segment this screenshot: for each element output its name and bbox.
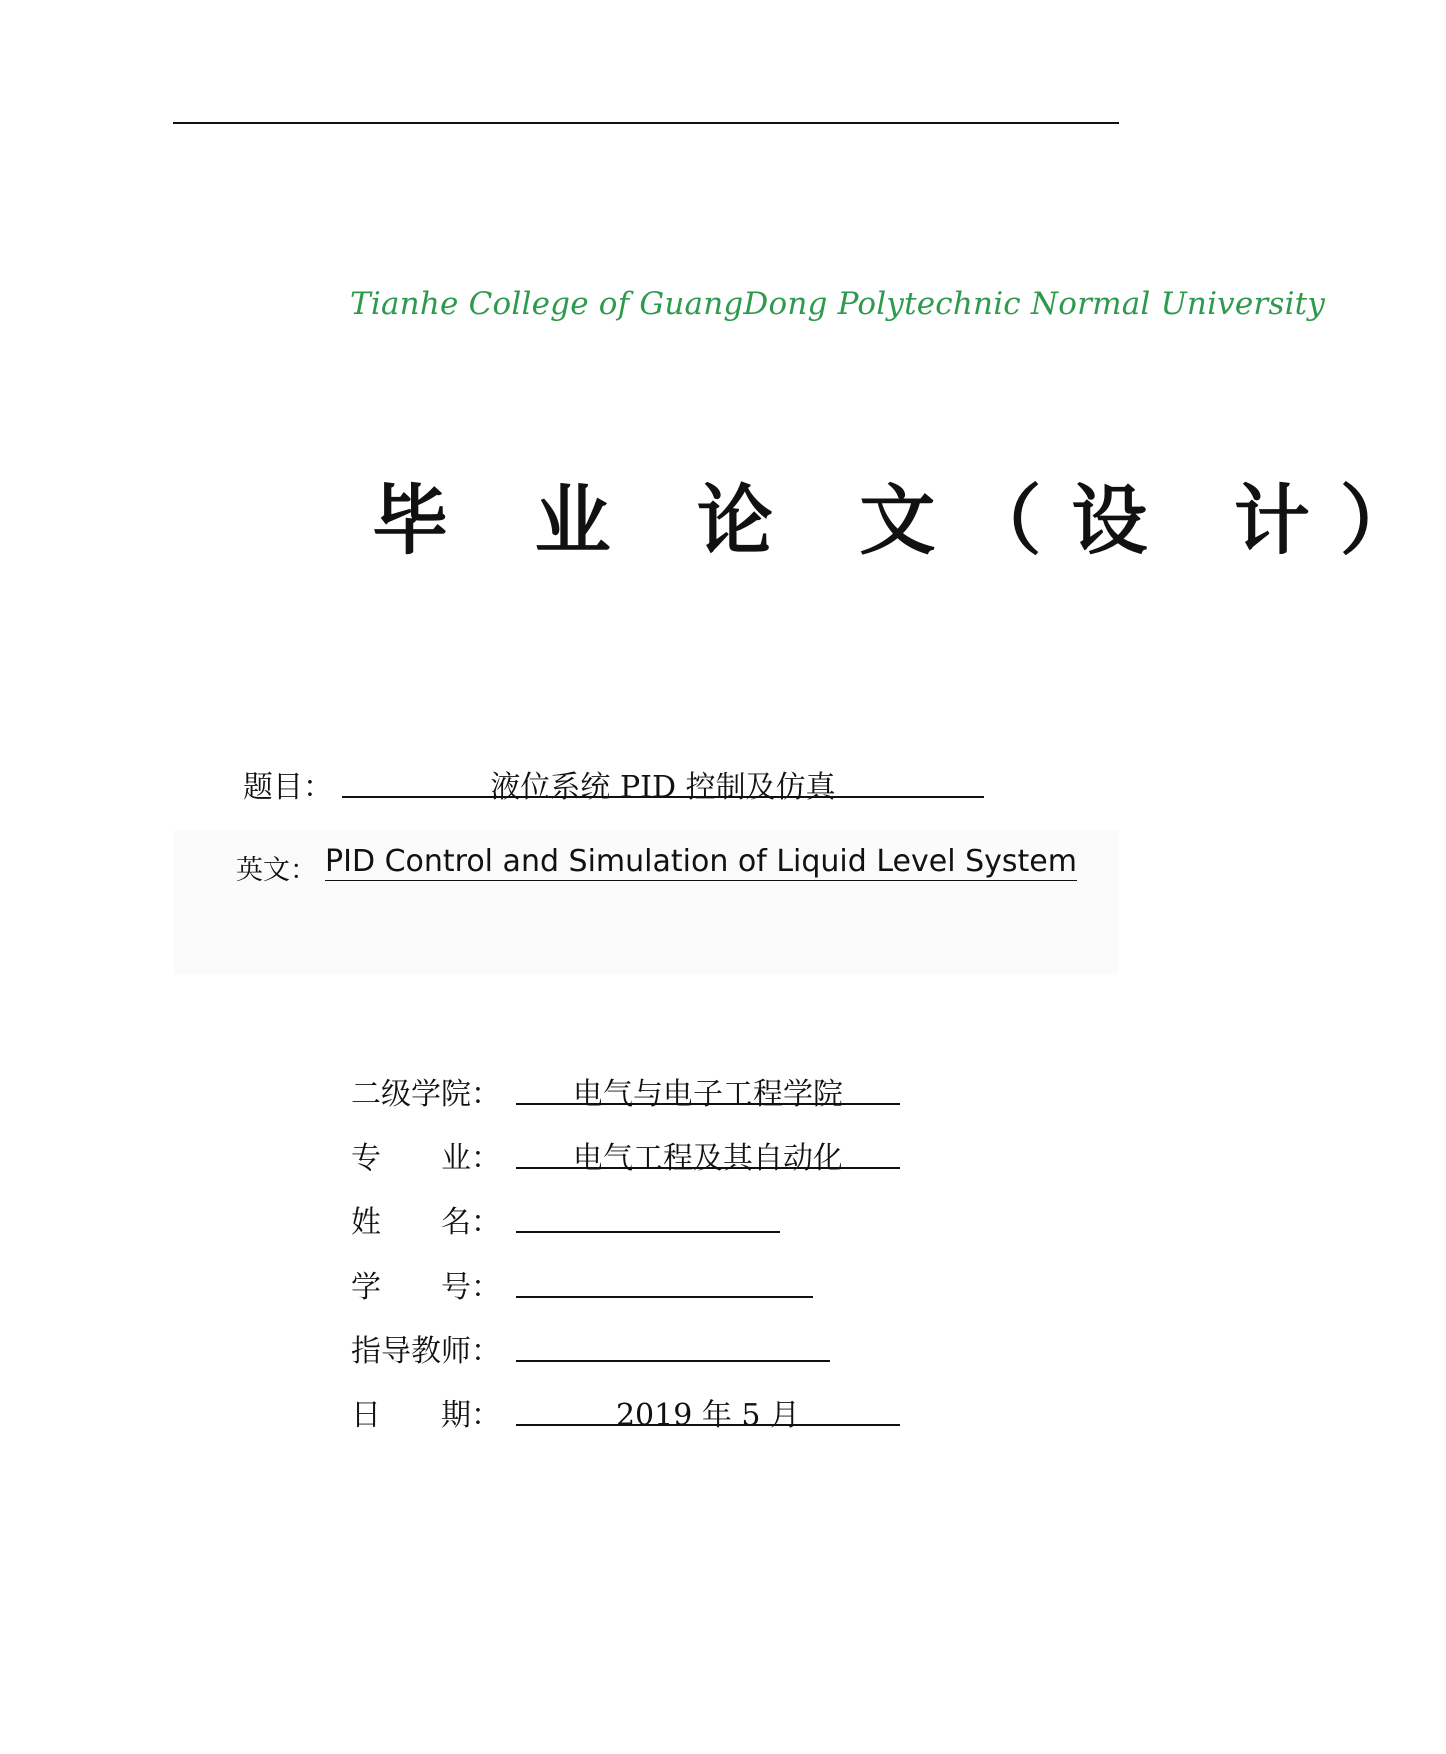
major-label: 专 业： xyxy=(351,1141,501,1176)
student-id-label: 学 号： xyxy=(351,1270,501,1305)
name-label: 姓 名： xyxy=(351,1205,501,1240)
college-name: Tianhe College of GuangDong Polytechnic Normal University xyxy=(350,286,1326,322)
advisor-label: 指导教师： xyxy=(351,1334,501,1369)
date-value: 2019 年 5 月 xyxy=(615,1398,801,1433)
school-value: 电气与电子工程学院 xyxy=(573,1077,843,1112)
top-rule xyxy=(173,122,1119,124)
page-title: 毕 业 论 文（设 计） xyxy=(372,476,1446,565)
date-label: 日 期： xyxy=(351,1398,501,1433)
school-label: 二级学院： xyxy=(351,1077,501,1112)
english-label: 英文： xyxy=(236,855,317,886)
advisor-underline xyxy=(516,1360,830,1362)
student-id-underline xyxy=(516,1296,813,1298)
english-title-value: PID Control and Simulation of Liquid Level System xyxy=(325,844,1077,879)
name-underline xyxy=(516,1231,780,1233)
title-label: 题目： xyxy=(243,770,333,805)
title-value: 液位系统 PID 控制及仿真 xyxy=(490,770,836,805)
major-value: 电气工程及其自动化 xyxy=(573,1141,843,1176)
